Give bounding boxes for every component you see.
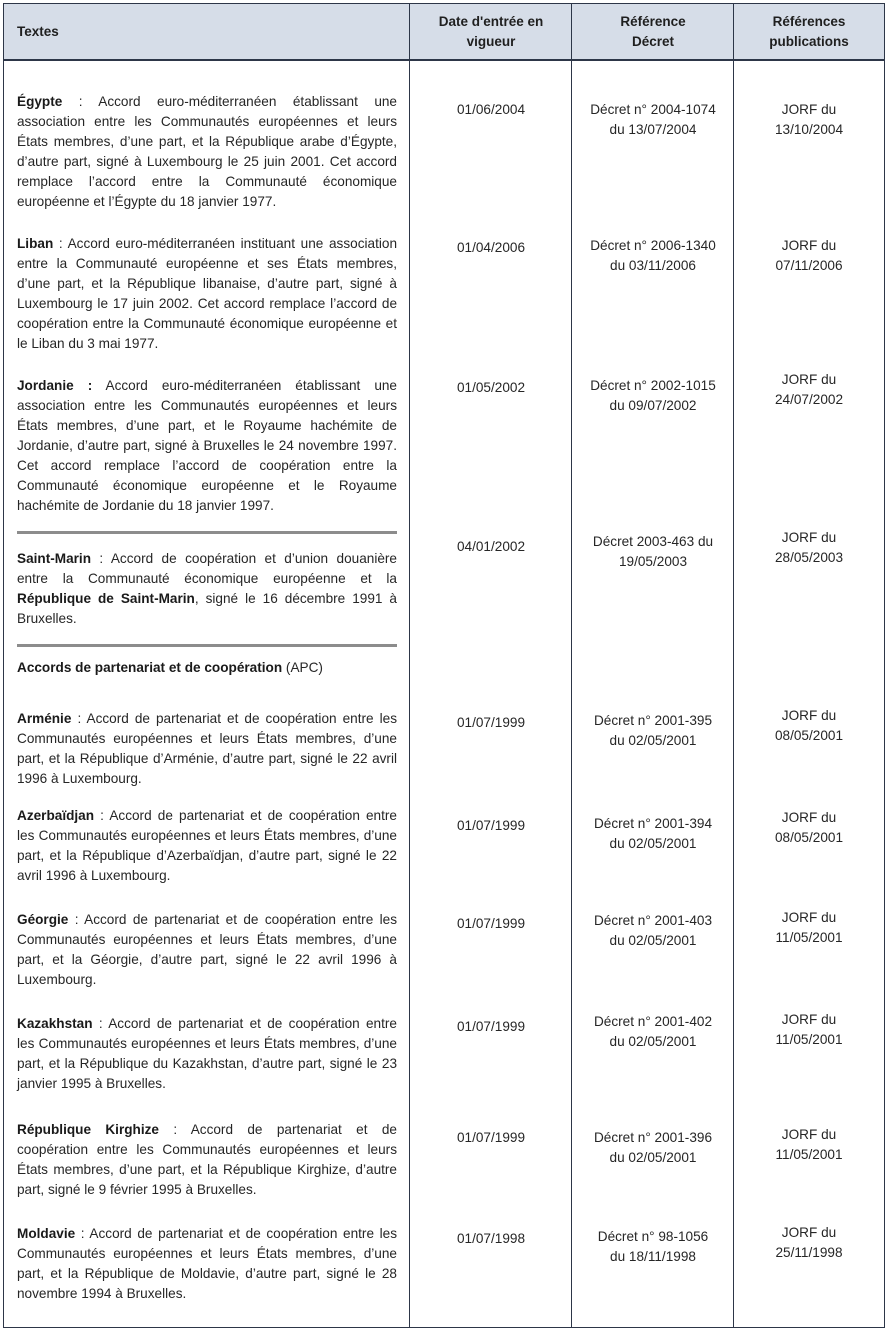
decree-reference: Décret n° 2001-396 du 02/05/2001 [593,1130,713,1165]
agreement-text: : Accord de coopération et d’union douanière entre la Communauté économique européenne et la [17,551,397,586]
entry-date: 01/07/1998 [456,1231,526,1246]
header-decret: Référence Décret [620,13,686,49]
header-publications: Références publications [769,13,849,49]
agreement-text: Accord euro-méditerranéen établissant une association entre les Communautés européennes et leurs États membres, d’une part, et le Royaume hachémite de Jordanie, d’autre part, signé à Bruxelles le 24 novembre 1997. Cet accord remplace l’accord de coopération entre la Communauté économique européenne et le Royaume hachémite de Jordanie du 18 janvier 1997. [17,378,397,513]
decree-reference: Décret n° 2001-394 du 02/05/2001 [593,816,713,851]
row-separator [17,531,397,534]
entry-date: 04/01/2002 [456,539,526,554]
header-date: Date d'entrée en vigueur [438,13,544,49]
decree-reference: Décret n° 2002-1015 du 09/07/2002 [590,378,716,413]
publication-reference: JORF du 11/05/2001 [775,1012,843,1047]
publication-reference: JORF du 28/05/2003 [774,530,844,565]
agreement-text: : Accord de partenariat et de coopération entre les Communautés européennes et leurs États membres, d’une part, et la Géorgie, d’autre part, signé le 22 avril 1996 à Luxembourg. [17,912,397,987]
agreement-text: : Accord euro-méditerranéen instituant une association entre la Communauté européenne et ses États membres, d’une part, et la République libanaise, d’autre part, signé à Luxembourg le 17 juin 2002. Cet accord remplace l’accord de coopération entre la Communauté économique européenne et le Liban du 3 mai 1977. [17,236,397,351]
agreement-text: : Accord de partenariat et de coopération entre les Communautés européennes et leurs États membres, d’une part, et la République d’Arménie, d’autre part, signé le 22 avril 1996 à Luxembourg. [17,711,397,786]
decree-reference: Décret 2003-463 du 19/05/2003 [592,534,714,569]
decree-reference: Décret n° 2001-403 du 02/05/2001 [593,913,713,948]
header-textes: Textes [17,23,59,39]
treaty-table [3,3,885,1328]
entry-date: 01/07/1999 [456,1130,526,1145]
country-name: Liban [17,236,54,251]
entry-date: 01/07/1999 [456,715,526,730]
section-title [17,658,397,678]
agreement-text: : Accord de partenariat et de coopération entre les Communautés européennes et leurs États membres, d’une part, et la République de Moldavie, d’autre part, signé le 28 novembre 1994 à Bruxelles. [17,1226,397,1301]
country-name: Kazakhstan [17,1016,93,1031]
publication-reference: JORF du 24/07/2002 [774,372,844,407]
decree-reference: Décret n° 2001-402 du 02/05/2001 [593,1014,713,1049]
entry-date: 01/07/1999 [456,818,526,833]
agreement-text: : Accord euro-méditerranéen établissant une association entre les Communautés européennes et leurs États membres, d’une part, et la République arabe d’Égypte, d’autre part, signé à Luxembourg le 25 juin 2001. Cet accord remplace l’accord entre la Communauté économique européenne et l’Égypte du 18 janvier 1977. [17,94,397,209]
entry-date: 01/04/2006 [456,240,526,255]
row-text [17,376,397,516]
publication-reference: JORF du 13/10/2004 [774,102,844,137]
publication-reference: JORF du 25/11/1998 [775,1225,843,1260]
row-text [17,1120,397,1200]
row-text [17,910,397,990]
country-name: Azerbaïdjan [17,808,95,823]
country-name: Moldavie [17,1226,76,1241]
row-text [17,549,397,629]
entry-date: 01/07/1999 [456,916,526,931]
publication-reference: JORF du 08/05/2001 [774,810,844,845]
row-text [17,1014,397,1094]
country-name: Géorgie [17,912,69,927]
agreement-text: : Accord de partenariat et de coopération entre les Communautés européennes et leurs États membres, d’une part, et la République d’Azerbaïdjan, d’autre part, signé le 22 avril 1996 à Luxembourg. [17,808,397,883]
decree-reference: Décret n° 2001-395 du 02/05/2001 [593,713,713,748]
country-name-inline: République de Saint-Marin [17,591,195,606]
publication-reference: JORF du 11/05/2001 [775,910,843,945]
section-title-bold: Accords de partenariat et de coopération [17,660,283,675]
publication-reference: JORF du 08/05/2001 [774,708,844,743]
country-name: République Kirghize [17,1122,159,1137]
decree-reference: Décret n° 98-1056 du 18/11/1998 [597,1229,709,1264]
country-name: Égypte [17,94,63,109]
row-text [17,92,397,212]
agreement-text: : Accord de partenariat et de coopération entre les Communautés européennes et leurs États membres, d’une part, et la République Kirghize, d’autre part, signé le 9 février 1995 à Bruxelles. [17,1122,397,1197]
publication-reference: JORF du 11/05/2001 [775,1127,843,1162]
row-text [17,1224,397,1304]
country-name: Arménie [17,711,72,726]
decree-reference: Décret n° 2006-1340 du 03/11/2006 [590,238,716,273]
row-text [17,709,397,789]
entry-date: 01/07/1999 [456,1019,526,1034]
row-text [17,806,397,886]
row-text [17,234,397,354]
agreement-text-continued: , signé le 16 décembre 1991 à Bruxelles. [17,591,397,626]
entry-date: 01/06/2004 [456,102,526,117]
row-separator [17,644,397,647]
entry-date: 01/05/2002 [456,380,526,395]
publication-reference: JORF du 07/11/2006 [775,238,843,273]
country-name: Jordanie : [17,378,93,393]
section-title-suffix: (APC) [282,660,323,675]
table-header [4,4,884,61]
decree-reference: Décret n° 2004-1074 du 13/07/2004 [590,102,716,137]
country-name: Saint-Marin [17,551,92,566]
agreement-text: : Accord de partenariat et de coopération entre les Communautés européennes et leurs États membres, d’une part, et la République du Kazakhstan, d’autre part, signé le 23 janvier 1995 à Bruxelles. [17,1016,397,1091]
